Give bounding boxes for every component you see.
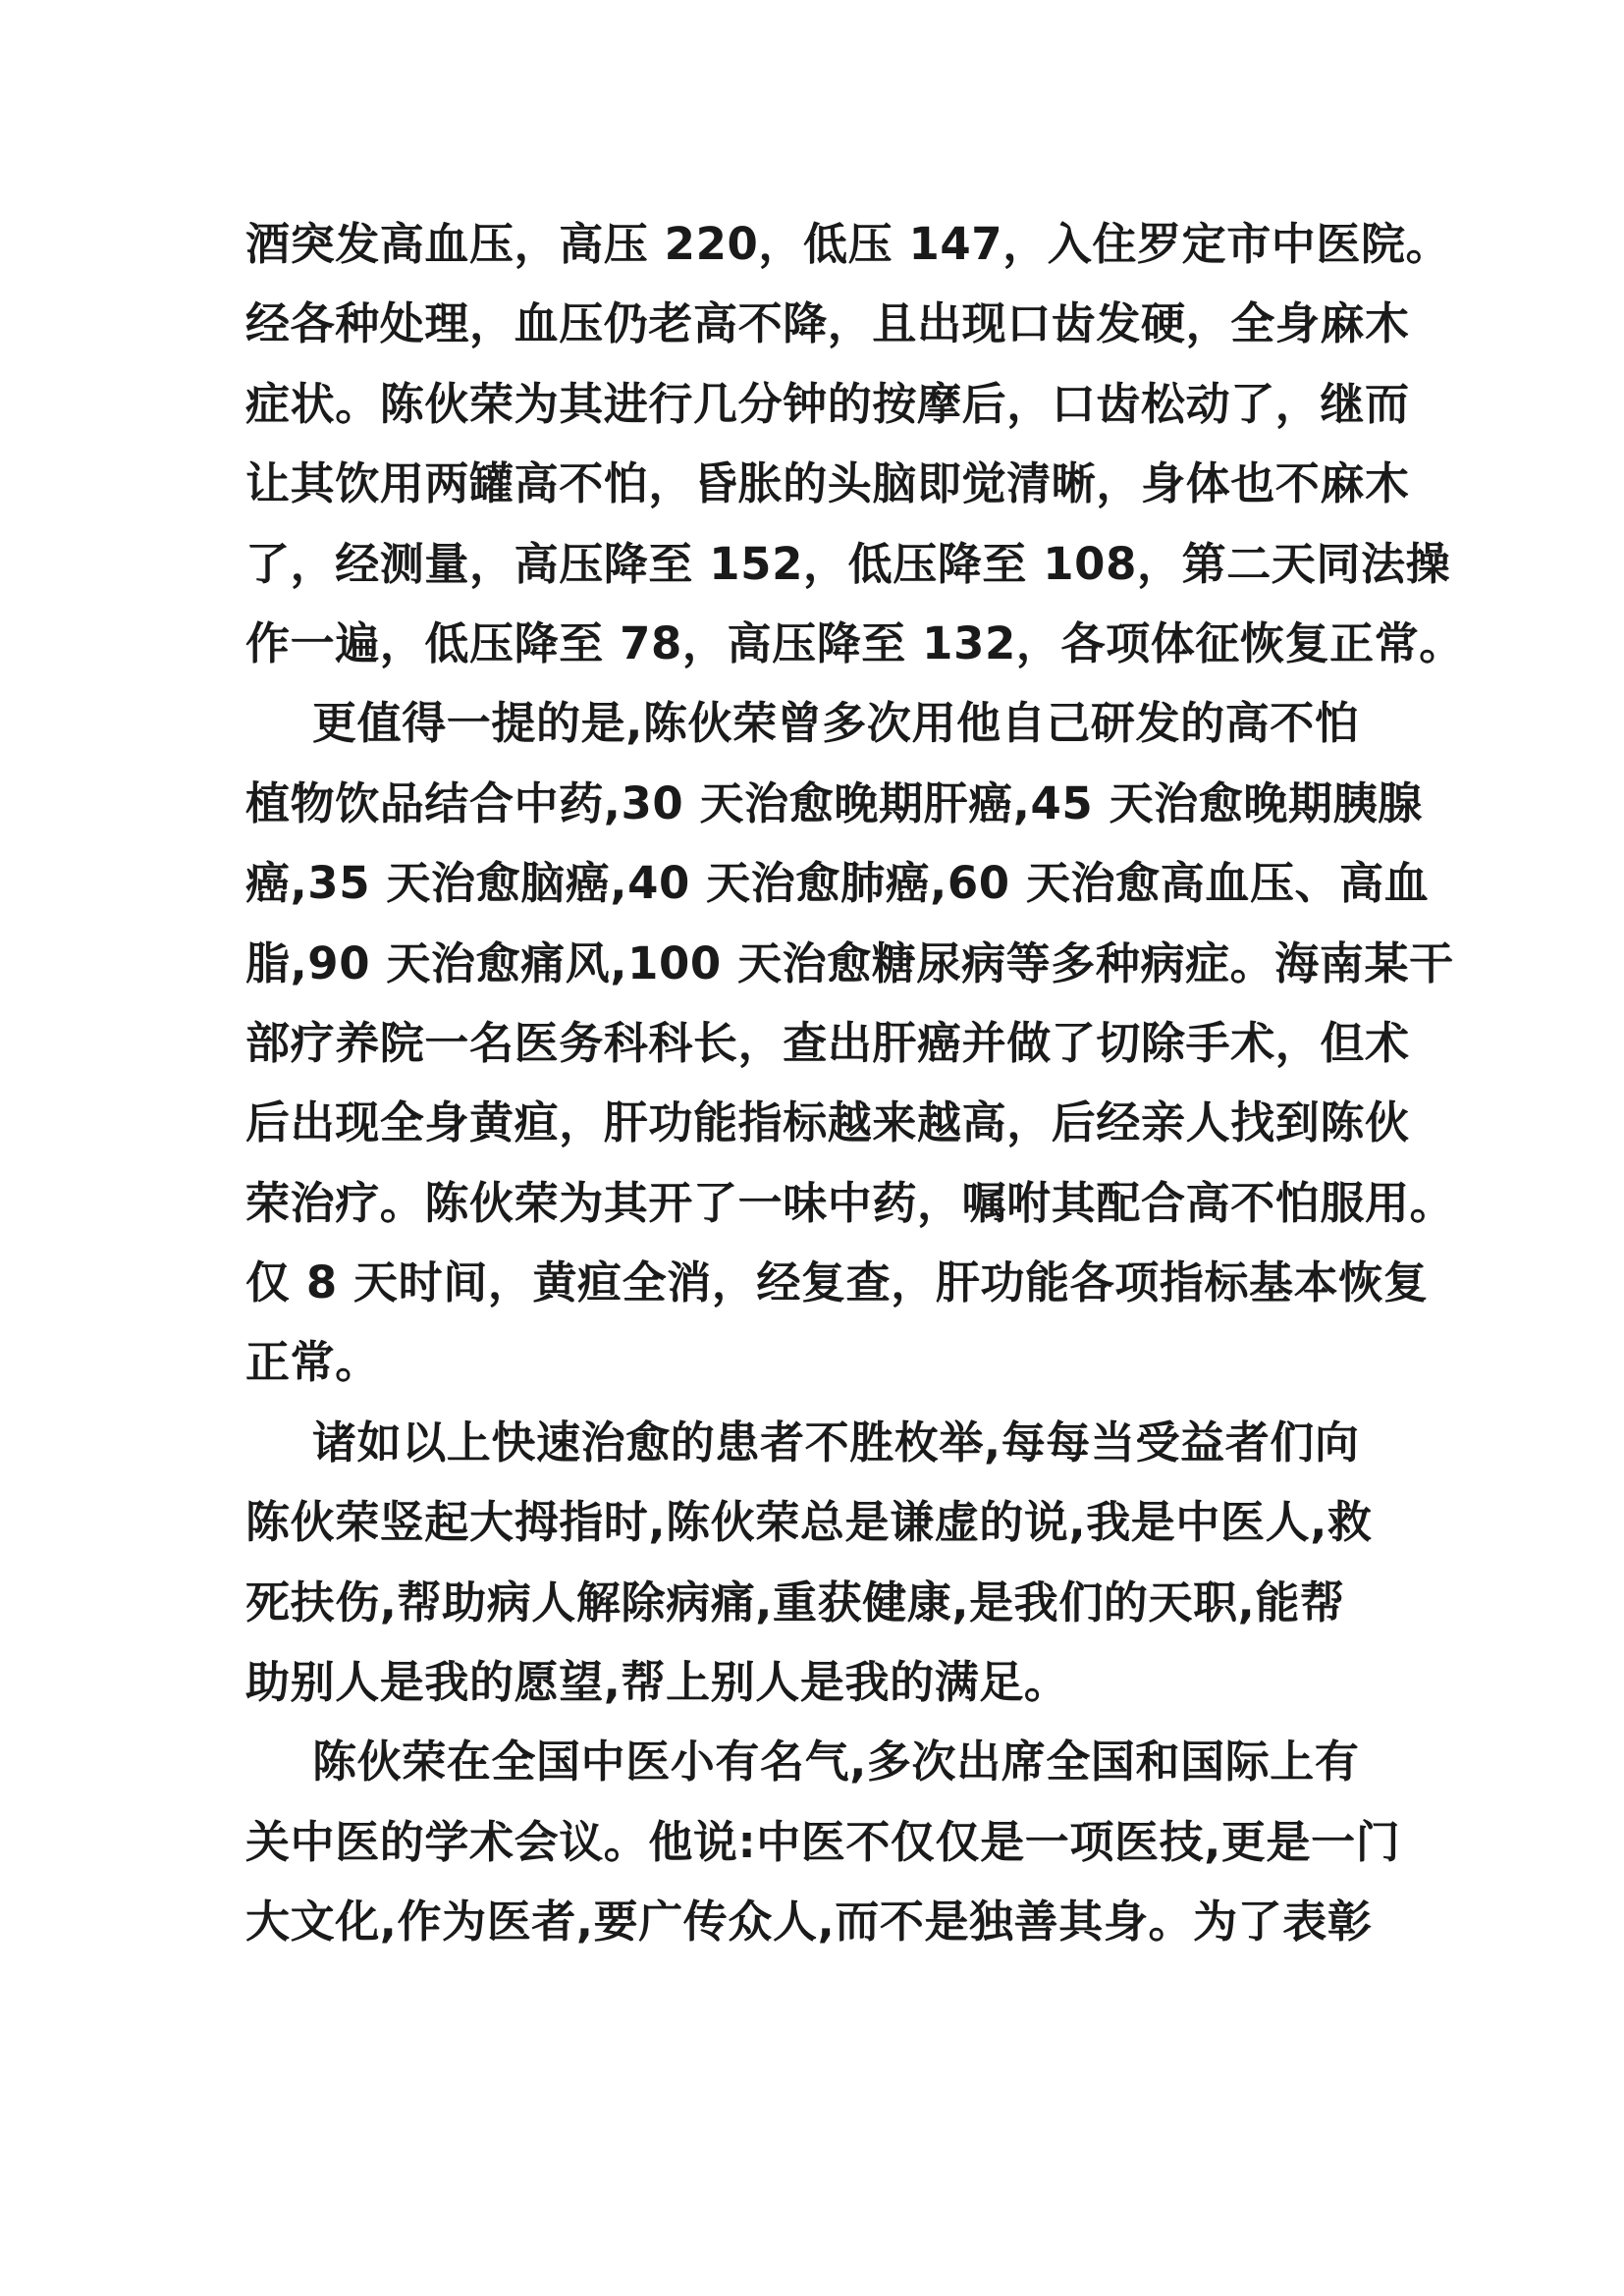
text-line: 助别人是我的愿望,帮上别人是我的满足。	[245, 1656, 1069, 1709]
text-line: 作一遍，低压降至 78，高压降至 132，各项体征恢复正常。	[245, 616, 1464, 669]
body-text	[245, 204, 1464, 1962]
text-line: 让其饮用两罐高不怕，昏胀的头脑即觉清晰，身体也不麻木	[245, 457, 1410, 510]
text-line: 后出现全身黄疸，肝功能指标越来越高，后经亲人找到陈伙	[245, 1096, 1410, 1149]
text-line: 部疗养院一名医务科科长，查出肝癌并做了切除手术，但术	[245, 1016, 1410, 1069]
text-line: 酒突发高血压，高压 220，低压 147，入住罗定市中医院。	[245, 218, 1451, 270]
text-line: 经各种处理，血压仍老高不降，且出现口齿发硬，全身麻木	[245, 297, 1410, 350]
text-line: 陈伙荣竖起大拇指时,陈伙荣总是谦虚的说,我是中医人,救	[245, 1496, 1373, 1549]
text-line: 诸如以上快速治愈的患者不胜枚举,每每当受益者们向	[312, 1415, 1360, 1468]
text-line: 关中医的学术会议。他说:中医不仅仅是一项医技,更是一门	[245, 1815, 1401, 1868]
text-line: 癌,35 天治愈脑癌,40 天治愈肺癌,60 天治愈高血压、高血	[245, 857, 1430, 910]
text-line: 大文化,作为医者,要广传众人,而不是独善其身。为了表彰	[245, 1896, 1373, 1949]
text-line: 仅 8 天时间，黄疸全消，经复查，肝功能各项指标基本恢复	[245, 1256, 1429, 1309]
text-line: 死扶伤,帮助病人解除病痛,重获健康,是我们的天职,能帮	[245, 1575, 1345, 1629]
text-line: 了，经测量，高压降至 152，低压降至 108，第二天同法操	[245, 537, 1451, 590]
text-line: 症状。陈伙荣为其进行几分钟的按摩后，口齿松动了，继而	[245, 377, 1410, 430]
text-line: 脂,90 天治愈痛风,100 天治愈糖尿病等多种病症。海南某干	[245, 936, 1454, 989]
text-line: 更值得一提的是,陈伙荣曾多次用他自己研发的高不怕	[312, 697, 1360, 750]
text-line: 植物饮品结合中药,30 天治愈晚期肝癌,45 天治愈晚期胰腺	[245, 776, 1423, 829]
text-line: 荣治疗。陈伙荣为其开了一味中药，嘱咐其配合高不怕服用。	[245, 1176, 1455, 1229]
text-line: 陈伙荣在全国中医小有名气,多次出席全国和国际上有	[312, 1735, 1360, 1789]
text-line: 正常。	[245, 1336, 380, 1389]
